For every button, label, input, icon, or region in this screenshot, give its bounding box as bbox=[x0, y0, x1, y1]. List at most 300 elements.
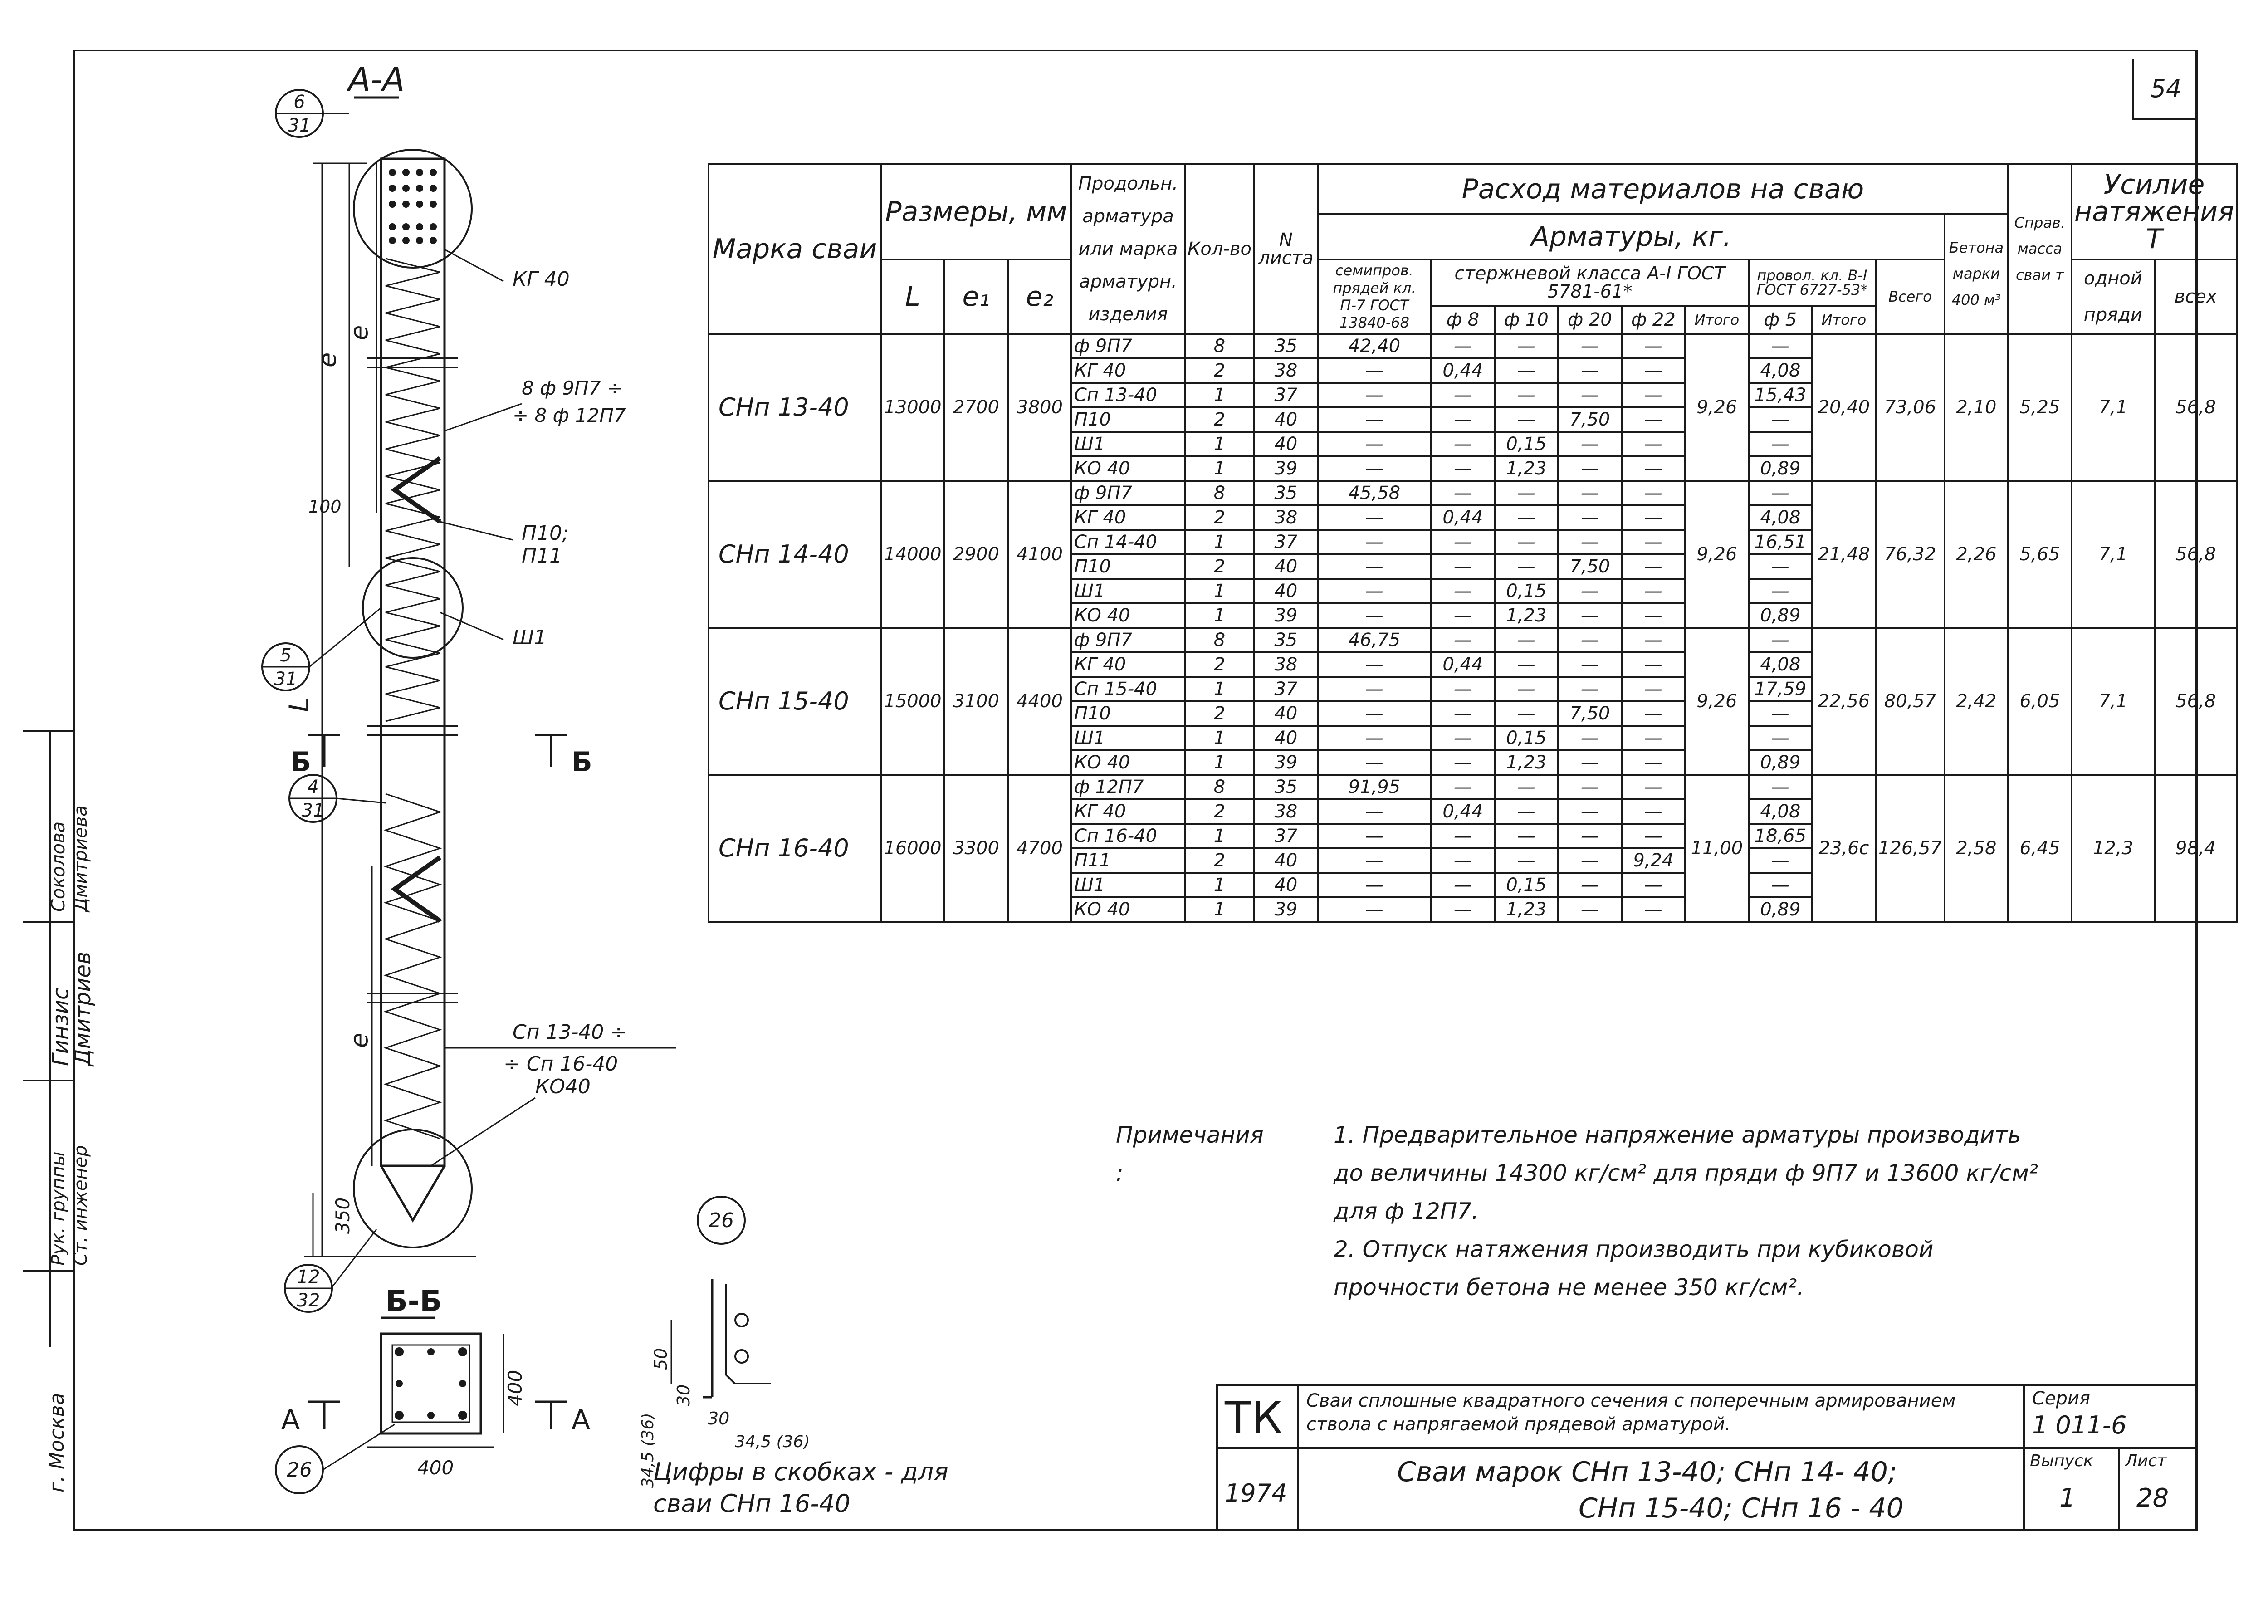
strand-kg: — bbox=[1318, 726, 1431, 750]
f5-kg: — bbox=[1749, 407, 1812, 432]
f10-kg: — bbox=[1495, 505, 1558, 530]
dimension-350: 350 bbox=[332, 1197, 354, 1234]
pile-body bbox=[381, 159, 445, 1166]
f8-kg: — bbox=[1431, 726, 1495, 750]
f22-kg: — bbox=[1622, 334, 1685, 358]
mass-t: 6,45 bbox=[2008, 775, 2072, 922]
table-row bbox=[709, 775, 2237, 799]
f5-kg: — bbox=[1749, 726, 1812, 750]
f8-kg: — bbox=[1431, 677, 1495, 701]
col-L: L bbox=[881, 259, 944, 334]
qty: 1 bbox=[1185, 677, 1254, 701]
f8-kg: — bbox=[1431, 897, 1495, 922]
f8-kg: — bbox=[1431, 530, 1495, 554]
strand-kg: — bbox=[1318, 554, 1431, 579]
series-label: Серия bbox=[2032, 1388, 2090, 1409]
force-all: 56,8 bbox=[2155, 481, 2237, 628]
sidebar-rule bbox=[23, 921, 75, 923]
f5-kg: — bbox=[1749, 579, 1812, 603]
strand-kg: — bbox=[1318, 432, 1431, 456]
strand-kg: — bbox=[1318, 456, 1431, 481]
f5-kg: 4,08 bbox=[1749, 505, 1812, 530]
qty: 8 bbox=[1185, 334, 1254, 358]
f20-kg: — bbox=[1558, 677, 1622, 701]
size-e1: 3300 bbox=[944, 775, 1008, 922]
f5-kg: — bbox=[1749, 848, 1812, 873]
f8-kg: — bbox=[1431, 824, 1495, 848]
sidebar-city: г. Москва bbox=[45, 1393, 68, 1492]
f22-kg: — bbox=[1622, 383, 1685, 407]
f20-kg: — bbox=[1558, 726, 1622, 750]
strand-kg: — bbox=[1318, 824, 1431, 848]
f10-kg: — bbox=[1495, 677, 1558, 701]
sheet-no: 40 bbox=[1254, 873, 1318, 897]
f8-kg: — bbox=[1431, 701, 1495, 726]
f10-kg: — bbox=[1495, 481, 1558, 505]
f20-kg: — bbox=[1558, 897, 1622, 922]
f8-kg: 0,44 bbox=[1431, 505, 1495, 530]
col-consumption: Расход материалов на сваю bbox=[1318, 164, 2008, 214]
dimension-e2: е bbox=[313, 352, 342, 367]
strand-kg: — bbox=[1318, 505, 1431, 530]
f5-kg: 0,89 bbox=[1749, 897, 1812, 922]
qty: 8 bbox=[1185, 628, 1254, 652]
notes-text bbox=[1334, 1116, 2241, 1306]
qty: 1 bbox=[1185, 726, 1254, 750]
detail-dim-50: 50 bbox=[651, 1348, 671, 1370]
force-all: 56,8 bbox=[2155, 628, 2237, 775]
f5-kg: 0,89 bbox=[1749, 603, 1812, 628]
table-row bbox=[709, 628, 2237, 652]
note-line: 2. Отпуск натяжения производить при кубиковой bbox=[1334, 1236, 1934, 1262]
f20-kg: — bbox=[1558, 383, 1622, 407]
strand-dots bbox=[389, 169, 437, 244]
callout-number: 6 bbox=[293, 92, 305, 113]
col-f22: ф 22 bbox=[1622, 306, 1685, 334]
f22-kg: — bbox=[1622, 407, 1685, 432]
f22-kg: 9,24 bbox=[1622, 848, 1685, 873]
qty: 1 bbox=[1185, 824, 1254, 848]
f10-kg: — bbox=[1495, 407, 1558, 432]
strand-kg: — bbox=[1318, 530, 1431, 554]
f10-kg: 1,23 bbox=[1495, 603, 1558, 628]
strand-kg: — bbox=[1318, 358, 1431, 383]
f10-kg: — bbox=[1495, 530, 1558, 554]
f8-kg: — bbox=[1431, 873, 1495, 897]
col-sheet: N листа bbox=[1254, 164, 1318, 334]
concrete-m3: 2,10 bbox=[1945, 334, 2008, 481]
total-rod: 11,00 bbox=[1685, 775, 1749, 922]
pile-mark: СНп 15-40 bbox=[709, 628, 881, 775]
total-all: 126,57 bbox=[1876, 775, 1945, 922]
sheet-no: 40 bbox=[1254, 432, 1318, 456]
rebar-item: Сп 16-40 bbox=[1071, 824, 1185, 848]
dimension-e1: е bbox=[345, 325, 373, 340]
detail-caption bbox=[653, 1456, 948, 1520]
col-force: Усилие натяжения Т bbox=[2072, 164, 2237, 259]
f20-kg: — bbox=[1558, 456, 1622, 481]
sheet-number: 54 bbox=[2132, 59, 2198, 120]
rebar-item: Ш1 bbox=[1071, 432, 1185, 456]
strand-kg: — bbox=[1318, 383, 1431, 407]
strand-kg: 45,58 bbox=[1318, 481, 1431, 505]
pile-tip bbox=[381, 1166, 445, 1220]
f10-kg: 1,23 bbox=[1495, 750, 1558, 775]
f22-kg: — bbox=[1622, 481, 1685, 505]
f20-kg: — bbox=[1558, 873, 1622, 897]
f10-kg: — bbox=[1495, 652, 1558, 677]
f10-kg: — bbox=[1495, 383, 1558, 407]
f8-kg: — bbox=[1431, 628, 1495, 652]
f10-kg: 0,15 bbox=[1495, 579, 1558, 603]
size-e2: 4700 bbox=[1008, 775, 1071, 922]
f22-kg: — bbox=[1622, 530, 1685, 554]
sheet-no: 40 bbox=[1254, 579, 1318, 603]
f10-kg: 1,23 bbox=[1495, 897, 1558, 922]
strand-kg: 91,95 bbox=[1318, 775, 1431, 799]
sidebar-role: Рук. группы bbox=[48, 1151, 69, 1266]
qty: 1 bbox=[1185, 383, 1254, 407]
force-one: 7,1 bbox=[2072, 334, 2155, 481]
f20-kg: — bbox=[1558, 432, 1622, 456]
rebar-item: Ш1 bbox=[1071, 873, 1185, 897]
strand-kg: 46,75 bbox=[1318, 628, 1431, 652]
section-marker-a: А bbox=[572, 1404, 591, 1436]
table-row bbox=[709, 481, 2237, 505]
pile-mark: СНп 13-40 bbox=[709, 334, 881, 481]
col-sizes: Размеры, мм bbox=[881, 164, 1071, 259]
col-all: Всего bbox=[1876, 259, 1945, 334]
rebar-item: КО 40 bbox=[1071, 750, 1185, 775]
f5-kg: 4,08 bbox=[1749, 652, 1812, 677]
f10-kg: — bbox=[1495, 799, 1558, 824]
f8-kg: — bbox=[1431, 481, 1495, 505]
qty: 1 bbox=[1185, 603, 1254, 628]
col-concrete: Бетона марки 400 м³ bbox=[1945, 214, 2008, 334]
size-L: 16000 bbox=[881, 775, 944, 922]
qty: 8 bbox=[1185, 775, 1254, 799]
qty: 8 bbox=[1185, 481, 1254, 505]
f10-kg: — bbox=[1495, 358, 1558, 383]
sheet-no: 38 bbox=[1254, 358, 1318, 383]
f5-kg: 15,43 bbox=[1749, 383, 1812, 407]
f5-kg: — bbox=[1749, 775, 1812, 799]
concrete-m3: 2,58 bbox=[1945, 775, 2008, 922]
f8-kg: 0,44 bbox=[1431, 652, 1495, 677]
size-e1: 2700 bbox=[944, 334, 1008, 481]
col-f10: ф 10 bbox=[1495, 306, 1558, 334]
callout-sheet: 31 bbox=[301, 800, 325, 821]
total-wire: 22,56 bbox=[1812, 628, 1876, 775]
sidebar-signature: Дмитриев bbox=[70, 951, 96, 1066]
stamp-subtitle: Сваи сплошные квадратного сечения с поперечным армированием ствола с напрягаемой прядевой арматурой. bbox=[1306, 1390, 1956, 1435]
section-marker-b: Б bbox=[572, 746, 592, 778]
f10-kg: 0,15 bbox=[1495, 432, 1558, 456]
notes-label: Примечания : bbox=[1116, 1122, 1264, 1186]
f5-kg: — bbox=[1749, 334, 1812, 358]
strand-kg: — bbox=[1318, 848, 1431, 873]
label-cp: ÷ Сп 16-40 bbox=[503, 1052, 618, 1076]
col-mass: Справ. масса сваи т bbox=[2008, 164, 2072, 334]
callout-number: 5 bbox=[280, 645, 292, 666]
f20-kg: — bbox=[1558, 358, 1622, 383]
mass-t: 6,05 bbox=[2008, 628, 2072, 775]
rebar-item: КО 40 bbox=[1071, 897, 1185, 922]
dimension-400: 400 bbox=[504, 1370, 526, 1406]
rebar-item: КГ 40 bbox=[1071, 652, 1185, 677]
f10-kg: 0,15 bbox=[1495, 726, 1558, 750]
sheet-no: 40 bbox=[1254, 701, 1318, 726]
detail-dim-30: 30 bbox=[708, 1409, 730, 1428]
col-e1: e₁ bbox=[944, 259, 1008, 334]
col-all-strands: всех bbox=[2155, 259, 2237, 334]
label-sh1: Ш1 bbox=[513, 626, 547, 649]
f22-kg: — bbox=[1622, 873, 1685, 897]
f22-kg: — bbox=[1622, 750, 1685, 775]
sheet-no: 35 bbox=[1254, 775, 1318, 799]
f10-kg: — bbox=[1495, 848, 1558, 873]
qty: 1 bbox=[1185, 873, 1254, 897]
label-p11: П11 bbox=[522, 544, 562, 567]
f20-kg: — bbox=[1558, 750, 1622, 775]
f5-kg: — bbox=[1749, 701, 1812, 726]
dimension-L: L bbox=[284, 697, 315, 712]
force-one: 7,1 bbox=[2072, 628, 2155, 775]
issue-label: Выпуск bbox=[2030, 1452, 2093, 1470]
sidebar-rule bbox=[23, 730, 75, 732]
rebar-item: Сп 13-40 bbox=[1071, 383, 1185, 407]
title-block-rule bbox=[1216, 1447, 2195, 1449]
size-L: 13000 bbox=[881, 334, 944, 481]
f22-kg: — bbox=[1622, 603, 1685, 628]
sheet-no: 35 bbox=[1254, 334, 1318, 358]
qty: 2 bbox=[1185, 554, 1254, 579]
title-block-rule bbox=[2023, 1384, 2025, 1529]
rebar-item: КГ 40 bbox=[1071, 505, 1185, 530]
f8-kg: — bbox=[1431, 407, 1495, 432]
f8-kg: — bbox=[1431, 603, 1495, 628]
f10-kg: 0,15 bbox=[1495, 873, 1558, 897]
sheet-no: 37 bbox=[1254, 824, 1318, 848]
stamp-title-line2: СНп 15-40; СНп 16 - 40 bbox=[1579, 1492, 1904, 1524]
sheet-no: 35 bbox=[1254, 628, 1318, 652]
callout-sheet: 31 bbox=[274, 669, 298, 690]
mass-t: 5,65 bbox=[2008, 481, 2072, 628]
rebar-item: П10 bbox=[1071, 554, 1185, 579]
f20-kg: — bbox=[1558, 334, 1622, 358]
col-f8: ф 8 bbox=[1431, 306, 1495, 334]
pile-mark: СНп 16-40 bbox=[709, 775, 881, 922]
concrete-m3: 2,42 bbox=[1945, 628, 2008, 775]
pile-mark: СНп 14-40 bbox=[709, 481, 881, 628]
sheet-no: 39 bbox=[1254, 603, 1318, 628]
org-mark: ТК bbox=[1225, 1393, 1282, 1443]
col-rebar: Арматуры, кг. bbox=[1318, 214, 1945, 259]
f20-kg: — bbox=[1558, 603, 1622, 628]
detail-dim-345: 34,5 (36) bbox=[639, 1413, 657, 1488]
f10-kg: — bbox=[1495, 824, 1558, 848]
f20-kg: — bbox=[1558, 579, 1622, 603]
f20-kg: — bbox=[1558, 530, 1622, 554]
sidebar-name: Дмитриева bbox=[70, 805, 91, 912]
section-marker-a: А bbox=[281, 1404, 300, 1436]
sidebar-role: Ст. инженер bbox=[70, 1145, 91, 1266]
tip-detail-circle bbox=[354, 1130, 472, 1247]
rebar-item: П11 bbox=[1071, 848, 1185, 873]
f20-kg: — bbox=[1558, 824, 1622, 848]
f20-kg: — bbox=[1558, 848, 1622, 873]
f8-kg: 0,44 bbox=[1431, 799, 1495, 824]
total-all: 76,32 bbox=[1876, 481, 1945, 628]
head-detail-circle bbox=[354, 150, 472, 268]
rebar-item: Сп 14-40 bbox=[1071, 530, 1185, 554]
col-f5: ф 5 bbox=[1749, 306, 1812, 334]
detail-callout-26: 26 bbox=[709, 1209, 734, 1232]
size-e2: 4100 bbox=[1008, 481, 1071, 628]
f20-kg: — bbox=[1558, 799, 1622, 824]
f5-kg: — bbox=[1749, 554, 1812, 579]
mass-t: 5,25 bbox=[2008, 334, 2072, 481]
f22-kg: — bbox=[1622, 358, 1685, 383]
qty: 2 bbox=[1185, 799, 1254, 824]
sheet-no: 40 bbox=[1254, 407, 1318, 432]
size-L: 15000 bbox=[881, 628, 944, 775]
sheet-no: 37 bbox=[1254, 530, 1318, 554]
rebar-item: Ш1 bbox=[1071, 579, 1185, 603]
f20-kg: 7,50 bbox=[1558, 701, 1622, 726]
caption-line: сваи СНп 16-40 bbox=[653, 1489, 850, 1518]
f8-kg: — bbox=[1431, 775, 1495, 799]
f22-kg: — bbox=[1622, 652, 1685, 677]
total-wire: 21,48 bbox=[1812, 481, 1876, 628]
f5-kg: 4,08 bbox=[1749, 799, 1812, 824]
qty: 1 bbox=[1185, 432, 1254, 456]
f22-kg: — bbox=[1622, 456, 1685, 481]
f20-kg: — bbox=[1558, 775, 1622, 799]
rebar-item: Сп 15-40 bbox=[1071, 677, 1185, 701]
section-aa-title: А-А bbox=[348, 60, 405, 98]
rebar-item: КГ 40 bbox=[1071, 358, 1185, 383]
strand-kg: 42,40 bbox=[1318, 334, 1431, 358]
force-one: 12,3 bbox=[2072, 775, 2155, 922]
issue-value: 1 bbox=[2059, 1483, 2076, 1513]
col-mark: Марка сваи bbox=[709, 164, 881, 334]
sheet-no: 38 bbox=[1254, 799, 1318, 824]
qty: 2 bbox=[1185, 652, 1254, 677]
f22-kg: — bbox=[1622, 701, 1685, 726]
total-wire: 23,6с bbox=[1812, 775, 1876, 922]
note-line: до величины 14300 кг/см² для пряди ф 9П7 и 13600 кг/см² bbox=[1334, 1160, 2038, 1186]
f22-kg: — bbox=[1622, 505, 1685, 530]
qty: 2 bbox=[1185, 701, 1254, 726]
f20-kg: 7,50 bbox=[1558, 407, 1622, 432]
total-all: 80,57 bbox=[1876, 628, 1945, 775]
sheet-no: 40 bbox=[1254, 848, 1318, 873]
f22-kg: — bbox=[1622, 432, 1685, 456]
qty: 1 bbox=[1185, 456, 1254, 481]
label-cp: Сп 13-40 ÷ bbox=[513, 1021, 627, 1044]
col-rod-class: стержневой класса А-I ГОСТ 5781-61* bbox=[1431, 259, 1749, 306]
rebar-item: Ш1 bbox=[1071, 726, 1185, 750]
strand-kg: — bbox=[1318, 799, 1431, 824]
total-rod: 9,26 bbox=[1685, 628, 1749, 775]
rebar-item: КО 40 bbox=[1071, 456, 1185, 481]
strand-kg: — bbox=[1318, 701, 1431, 726]
callout-sheet: 32 bbox=[297, 1290, 320, 1311]
signature-sidebar bbox=[5, 50, 113, 1529]
materials-table bbox=[708, 163, 2238, 923]
rebar-item: ф 9П7 bbox=[1071, 334, 1185, 358]
sheet-no: 38 bbox=[1254, 505, 1318, 530]
qty: 2 bbox=[1185, 505, 1254, 530]
title-block-rule bbox=[2118, 1447, 2120, 1529]
f8-kg: — bbox=[1431, 334, 1495, 358]
detail-dim-30: 30 bbox=[674, 1384, 694, 1406]
strand-kg: — bbox=[1318, 897, 1431, 922]
detail-circle bbox=[363, 558, 463, 658]
sidebar-rule bbox=[23, 1080, 75, 1081]
f5-kg: 16,51 bbox=[1749, 530, 1812, 554]
f8-kg: — bbox=[1431, 750, 1495, 775]
sheet-no: 35 bbox=[1254, 481, 1318, 505]
strand-kg: — bbox=[1318, 579, 1431, 603]
size-e1: 3100 bbox=[944, 628, 1008, 775]
stamp-year: 1974 bbox=[1225, 1479, 1287, 1507]
note-line: 1. Предварительное напряжение арматуры производить bbox=[1334, 1122, 2021, 1148]
series-value: 1 011-6 bbox=[2032, 1411, 2127, 1439]
caption-line: Цифры в скобках - для bbox=[653, 1458, 948, 1486]
total-wire: 20,40 bbox=[1812, 334, 1876, 481]
detail-dim-345: 34,5 (36) bbox=[735, 1433, 810, 1451]
col-total-wire: Итого bbox=[1812, 306, 1876, 334]
strand-kg: — bbox=[1318, 873, 1431, 897]
total-all: 73,06 bbox=[1876, 334, 1945, 481]
f22-kg: — bbox=[1622, 579, 1685, 603]
strand-kg: — bbox=[1318, 407, 1431, 432]
f5-kg: — bbox=[1749, 432, 1812, 456]
f10-kg: 1,23 bbox=[1495, 456, 1558, 481]
f5-kg: 0,89 bbox=[1749, 750, 1812, 775]
rebar-item: ф 9П7 bbox=[1071, 481, 1185, 505]
size-e1: 2900 bbox=[944, 481, 1008, 628]
qty: 1 bbox=[1185, 750, 1254, 775]
f22-kg: — bbox=[1622, 726, 1685, 750]
qty: 1 bbox=[1185, 530, 1254, 554]
qty: 2 bbox=[1185, 358, 1254, 383]
sidebar-signature: Гинзис bbox=[48, 988, 73, 1066]
col-f20: ф 20 bbox=[1558, 306, 1622, 334]
f20-kg: — bbox=[1558, 481, 1622, 505]
rebar-item: КГ 40 bbox=[1071, 799, 1185, 824]
f20-kg: — bbox=[1558, 652, 1622, 677]
sheet-no: 39 bbox=[1254, 897, 1318, 922]
f10-kg: — bbox=[1495, 628, 1558, 652]
label-rebar: ÷ 8 ф 12П7 bbox=[513, 404, 626, 426]
f5-kg: — bbox=[1749, 873, 1812, 897]
strand-kg: — bbox=[1318, 652, 1431, 677]
label-p10: П10; bbox=[522, 522, 569, 545]
col-long-rebar: Продольн. арматура или марка арматурн. изделия bbox=[1071, 164, 1185, 334]
col-count: Кол-во bbox=[1185, 164, 1254, 334]
concrete-m3: 2,26 bbox=[1945, 481, 2008, 628]
f22-kg: — bbox=[1622, 628, 1685, 652]
f8-kg: — bbox=[1431, 554, 1495, 579]
f8-kg: — bbox=[1431, 383, 1495, 407]
table-row bbox=[709, 334, 2237, 358]
sidebar-rule bbox=[73, 50, 75, 1529]
size-e2: 4400 bbox=[1008, 628, 1071, 775]
callout-number: 12 bbox=[297, 1267, 320, 1287]
